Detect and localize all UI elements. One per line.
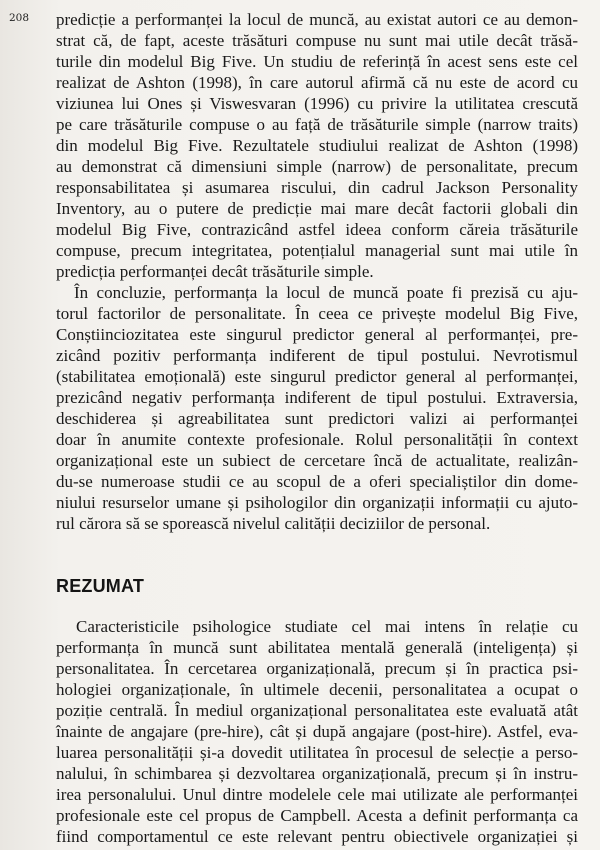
text-line: predicție a performanței la locul de muncă, au existat autori ce au demon- xyxy=(56,10,578,29)
text-line: torul factorilor de personalitate. În ceea ce privește modelul Big Five, xyxy=(56,304,578,323)
text-line: turile din modelul Big Five. Un studiu de referință în acest sens este cel xyxy=(56,52,578,71)
text-line: Caracteristicile psihologice studiate cel mai intens în relație cu xyxy=(76,617,578,636)
text-line: prezicând negativ performanța indiferent de tipul postului. Extraversia, xyxy=(56,388,578,407)
text-line: irea personalului. Unul dintre modelele cele mai utilizate ale performanței xyxy=(56,785,578,804)
text-line: (stabilitatea emoțională) este singurul predictor general al performanței, xyxy=(56,367,578,386)
text-line: du-se numeroase studii ce au scopul de a oferi specialiștilor din dome- xyxy=(56,472,578,491)
text-line: personalitatea. În cercetarea organizațională, precum și în practica psi- xyxy=(56,659,578,678)
text-line: În concluzie, performanța la locul de muncă poate fi prezisă cu aju- xyxy=(74,283,578,302)
text-line: înainte de angajare (pre-hire), cât și după angajare (post-hire). Astfel, eva- xyxy=(56,722,578,741)
text-line: realizat de Ashton (1998), în care autorul afirmă că nu este de acord cu xyxy=(56,73,578,92)
text-line: performanța în muncă sunt abilitatea mentală generală (inteligența) și xyxy=(56,638,578,657)
text-line: strat că, de fapt, aceste trăsături compuse nu sunt mai utile decât trăsă- xyxy=(56,31,578,50)
text-line: Conștiinciozitatea este singurul predictor general al performanței, pre- xyxy=(56,325,578,344)
text-line: nalului, în schimbarea și dezvoltarea organizațională, precum și în instru- xyxy=(56,764,578,783)
text-line: doar în anumite contexte profesionale. Rolul personalității în context xyxy=(56,430,578,449)
text-line: viziunea lui Ones și Viswesvaran (1996) cu privire la utilitatea crescută xyxy=(56,94,578,113)
section-heading: REZUMAT xyxy=(56,576,145,596)
text-line: zicând pozitiv performanța indiferent de tipul postului. Nevrotismul xyxy=(56,346,578,365)
text-line: luarea personalității și-a dovedit utilitatea în procesul de selecție a perso- xyxy=(56,743,578,762)
text-line: Inventory, au o putere de predicție mai mare decât factorii globali din xyxy=(56,199,578,218)
text-line: predicția performanței decât trăsăturile simple. xyxy=(56,262,374,281)
text-line: responsabilitatea și asumarea riscului, din cadrul Jackson Personality xyxy=(56,178,578,197)
page-number: 208 xyxy=(9,12,30,24)
text-line: organizațional este un subiect de cercetare încă de actualitate, realizân- xyxy=(56,451,578,470)
text-line: profesionale este cel propus de Campbell. Acesta a definit performanța ca xyxy=(56,806,578,825)
text-line: poziție centrală. În mediul organizațional personalitatea este evaluată atât xyxy=(56,701,578,720)
text-line: din modelul Big Five. Rezultatele studiului realizat de Ashton (1998) xyxy=(56,136,578,155)
text-line: deschiderea și agreabilitatea sunt predictori valizi ai performanței xyxy=(56,409,578,428)
text-line: pe care trăsăturile compuse o au față de trăsăturile simple (narrow traits) xyxy=(56,115,578,134)
text-line: rul cărora să se sporească nivelul calității deciziilor de personal. xyxy=(56,514,491,533)
text-line: compuse, precum integritatea, potențialul managerial sunt mai utile în xyxy=(56,241,578,260)
text-line: niului resurselor umane și psihologilor din organizații informații cu ajuto- xyxy=(56,493,578,512)
text-line: modelul Big Five, contrazicând astfel ideea conform căreia trăsăturile xyxy=(56,220,578,239)
text-line: au demonstrat că dimensiuni simple (narrow) de personalitate, precum xyxy=(56,157,578,176)
text-line: hologiei organizaționale, în ultimele decenii, personalitatea a ocupat o xyxy=(56,680,578,699)
text-line: fiind comportamentul ce este relevant pentru obiectivele organizației și xyxy=(56,827,578,846)
